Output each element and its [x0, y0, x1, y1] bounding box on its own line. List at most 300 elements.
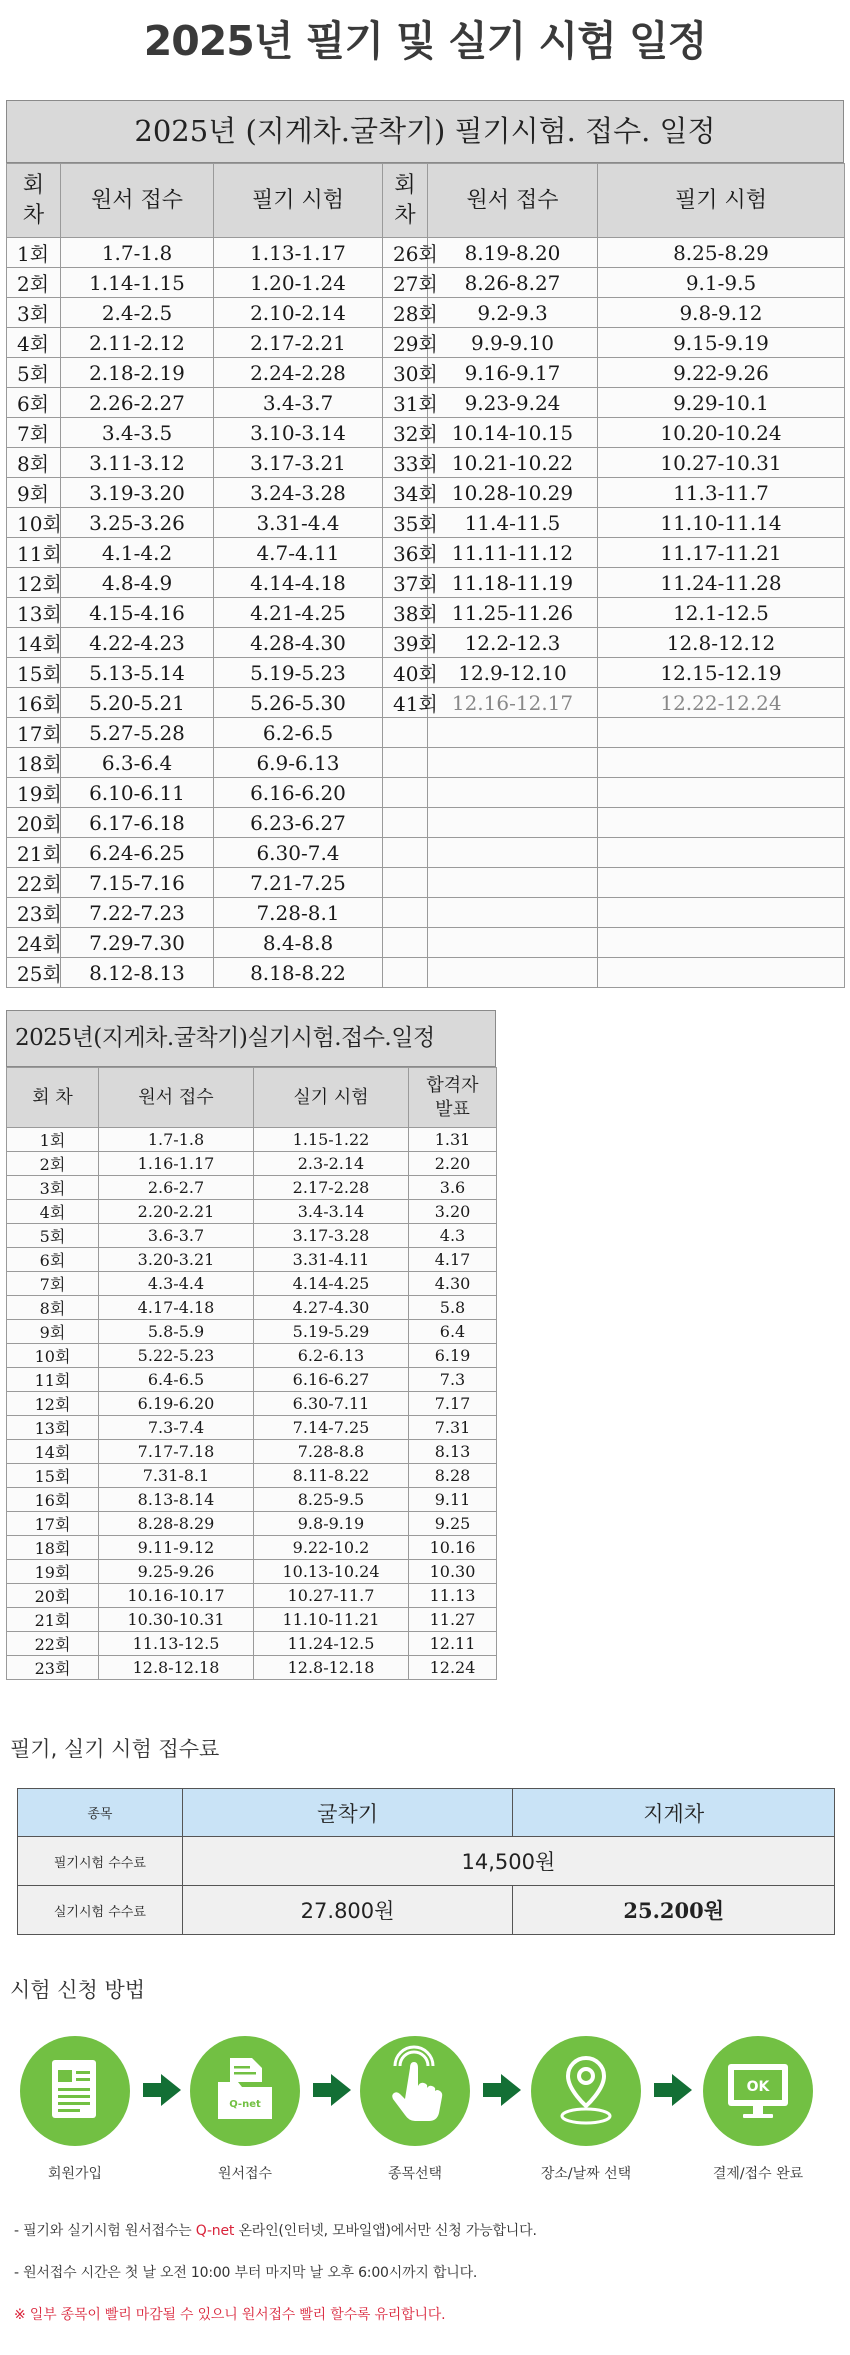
round-cell: 15회	[7, 658, 61, 688]
fee-col-excavator: 굴착기	[182, 1789, 513, 1837]
written-schedule-section	[6, 100, 844, 986]
exam-cell: 5.19-5.23	[214, 658, 383, 688]
exam-cell: 10.27-10.31	[598, 448, 845, 478]
practical-table-row	[7, 1296, 497, 1320]
exam-cell: 10.27-11.7	[254, 1584, 409, 1608]
round-cell: 34회	[383, 478, 428, 508]
exam-cell: 12.1-12.5	[598, 598, 845, 628]
fee-written-label: 필기시험 수수료	[18, 1837, 183, 1886]
round-cell: 22회	[7, 868, 61, 898]
practical-table-row	[7, 1656, 497, 1680]
round-cell: 6회	[7, 1248, 99, 1272]
exam-cell: 3.31-4.11	[254, 1248, 409, 1272]
application-cell: 3.19-3.20	[61, 478, 214, 508]
written-table-row	[7, 268, 845, 298]
round-cell: 21회	[7, 1608, 99, 1632]
announcement-cell: 7.3	[409, 1368, 497, 1392]
round-cell: 38회	[383, 598, 428, 628]
fee-practical-row	[18, 1886, 835, 1935]
practical-table-row	[7, 1536, 497, 1560]
signup-document-icon	[20, 2036, 130, 2146]
application-cell: 10.28-10.29	[428, 478, 598, 508]
written-schedule-table	[6, 163, 845, 988]
application-cell: 10.30-10.31	[99, 1608, 254, 1632]
arrow-right-icon	[654, 2074, 692, 2106]
application-cell: 7.22-7.23	[61, 898, 214, 928]
practical-schedule-table	[6, 1067, 497, 1680]
header-round: 회 차	[7, 1068, 99, 1128]
announcement-cell: 12.24	[409, 1656, 497, 1680]
application-cell: 5.27-5.28	[61, 718, 214, 748]
written-table-row	[7, 718, 845, 748]
exam-cell: 7.28-8.8	[254, 1440, 409, 1464]
exam-cell: 8.25-9.5	[254, 1488, 409, 1512]
practical-table-row	[7, 1560, 497, 1584]
announcement-cell: 10.16	[409, 1536, 497, 1560]
round-cell: 25회	[7, 958, 61, 988]
application-cell: 8.13-8.14	[99, 1488, 254, 1512]
round-cell: 4회	[7, 1200, 99, 1224]
exam-cell	[598, 958, 845, 988]
exam-cell: 9.8-9.19	[254, 1512, 409, 1536]
note-text: - 필기와 실기시험 원서접수는	[14, 2223, 196, 2239]
qnet-label: Q-net	[229, 2099, 261, 2110]
application-cell: 10.16-10.17	[99, 1584, 254, 1608]
fee-heading: 필기, 실기 시험 접수료	[10, 1737, 220, 1761]
exam-cell: 10.20-10.24	[598, 418, 845, 448]
exam-cell: 12.8-12.18	[254, 1656, 409, 1680]
round-cell: 12회	[7, 1392, 99, 1416]
exam-cell: 7.14-7.25	[254, 1416, 409, 1440]
qnet-folder-icon	[190, 2036, 300, 2146]
exam-cell	[598, 868, 845, 898]
round-cell: 27회	[383, 268, 428, 298]
round-cell: 2회	[7, 1152, 99, 1176]
header-application: 원서 접수	[61, 164, 214, 238]
exam-cell: 6.16-6.20	[214, 778, 383, 808]
round-cell: 14회	[7, 1440, 99, 1464]
announcement-cell: 4.3	[409, 1224, 497, 1248]
application-cell: 5.13-5.14	[61, 658, 214, 688]
round-cell: 5회	[7, 358, 61, 388]
application-cell: 12.9-12.10	[428, 658, 598, 688]
round-cell: 28회	[383, 298, 428, 328]
round-cell: 11회	[7, 1368, 99, 1392]
exam-cell: 12.15-12.19	[598, 658, 845, 688]
announcement-cell: 11.13	[409, 1584, 497, 1608]
application-cell: 5.20-5.21	[61, 688, 214, 718]
fee-practical-label: 실기시험 수수료	[18, 1886, 183, 1935]
touch-hand-icon	[360, 2036, 470, 2146]
practical-table-row	[7, 1224, 497, 1248]
note-text: 온라인(인터넷, 모바일앱)에서만 신청 가능합니다.	[234, 2223, 537, 2239]
exam-cell: 9.22-10.2	[254, 1536, 409, 1560]
application-cell	[428, 748, 598, 778]
application-cell: 3.20-3.21	[99, 1248, 254, 1272]
fee-col-forklift: 지게차	[513, 1789, 835, 1837]
round-cell: 16회	[7, 1488, 99, 1512]
round-cell: 36회	[383, 538, 428, 568]
exam-cell: 4.28-4.30	[214, 628, 383, 658]
round-cell: 3회	[7, 1176, 99, 1200]
exam-cell: 3.4-3.7	[214, 388, 383, 418]
round-cell: 8회	[7, 448, 61, 478]
written-table-row	[7, 448, 845, 478]
written-table-row	[7, 778, 845, 808]
exam-cell: 4.14-4.25	[254, 1272, 409, 1296]
written-table-row	[7, 928, 845, 958]
practical-table-row	[7, 1272, 497, 1296]
exam-cell: 11.10-11.21	[254, 1608, 409, 1632]
application-cell: 6.10-6.11	[61, 778, 214, 808]
application-cell: 4.15-4.16	[61, 598, 214, 628]
exam-cell: 11.10-11.14	[598, 508, 845, 538]
step-label-payment: 결제/접수 완료	[712, 2166, 804, 2182]
exam-cell: 6.30-7.4	[214, 838, 383, 868]
application-cell: 1.16-1.17	[99, 1152, 254, 1176]
fee-written-row	[18, 1837, 835, 1886]
application-cell: 10.21-10.22	[428, 448, 598, 478]
application-cell: 2.11-2.12	[61, 328, 214, 358]
written-table-row	[7, 418, 845, 448]
round-cell: 15회	[7, 1464, 99, 1488]
written-table-row	[7, 958, 845, 988]
announcement-cell: 3.6	[409, 1176, 497, 1200]
application-cell: 11.25-11.26	[428, 598, 598, 628]
application-cell	[428, 778, 598, 808]
round-cell: 7회	[7, 418, 61, 448]
round-cell: 23회	[7, 1656, 99, 1680]
exam-cell: 9.15-9.19	[598, 328, 845, 358]
practical-table-row	[7, 1176, 497, 1200]
round-cell: 4회	[7, 328, 61, 358]
application-cell: 8.12-8.13	[61, 958, 214, 988]
header-round: 회 차	[383, 164, 428, 238]
application-cell: 3.11-3.12	[61, 448, 214, 478]
signup-step-icon	[20, 2036, 130, 2146]
application-cell: 4.1-4.2	[61, 538, 214, 568]
application-cell: 6.24-6.25	[61, 838, 214, 868]
round-cell: 22회	[7, 1632, 99, 1656]
application-cell: 2.26-2.27	[61, 388, 214, 418]
round-cell	[383, 868, 428, 898]
step-label-category: 종목선택	[387, 2166, 443, 2182]
written-table-row	[7, 538, 845, 568]
fee-header-row	[18, 1789, 835, 1837]
practical-table-row	[7, 1320, 497, 1344]
round-cell: 24회	[7, 928, 61, 958]
announcement-cell: 6.4	[409, 1320, 497, 1344]
exam-cell: 4.7-4.11	[214, 538, 383, 568]
announcement-cell: 2.20	[409, 1152, 497, 1176]
application-cell: 8.28-8.29	[99, 1512, 254, 1536]
practical-table-row	[7, 1464, 497, 1488]
application-cell	[428, 808, 598, 838]
application-cell: 3.6-3.7	[99, 1224, 254, 1248]
exam-cell	[598, 838, 845, 868]
written-table-row	[7, 748, 845, 778]
application-cell: 2.4-2.5	[61, 298, 214, 328]
exam-cell	[598, 778, 845, 808]
arrow-right-icon	[483, 2074, 521, 2106]
round-cell: 19회	[7, 778, 61, 808]
round-cell: 10회	[7, 508, 61, 538]
exam-cell: 1.20-1.24	[214, 268, 383, 298]
round-cell: 20회	[7, 1584, 99, 1608]
practical-table-row	[7, 1416, 497, 1440]
announcement-cell: 7.31	[409, 1416, 497, 1440]
exam-cell	[598, 928, 845, 958]
application-cell: 12.16-12.17	[428, 688, 598, 718]
announcement-cell: 10.30	[409, 1560, 497, 1584]
practical-table-row	[7, 1488, 497, 1512]
application-cell: 11.4-11.5	[428, 508, 598, 538]
application-cell: 8.19-8.20	[428, 238, 598, 268]
announcement-cell: 11.27	[409, 1608, 497, 1632]
exam-cell: 2.24-2.28	[214, 358, 383, 388]
exam-cell: 4.21-4.25	[214, 598, 383, 628]
step-label-location: 장소/날짜 선택	[540, 2166, 632, 2182]
practical-schedule-section	[6, 1010, 496, 1680]
written-table-row	[7, 838, 845, 868]
application-cell: 7.3-7.4	[99, 1416, 254, 1440]
application-cell: 9.23-9.24	[428, 388, 598, 418]
application-cell: 6.17-6.18	[61, 808, 214, 838]
round-cell: 32회	[383, 418, 428, 448]
header-round: 회 차	[7, 164, 61, 238]
written-table-row	[7, 628, 845, 658]
practical-table-row	[7, 1344, 497, 1368]
application-cell	[428, 958, 598, 988]
exam-cell: 9.1-9.5	[598, 268, 845, 298]
exam-cell: 10.13-10.24	[254, 1560, 409, 1584]
application-cell: 5.8-5.9	[99, 1320, 254, 1344]
written-table-row	[7, 568, 845, 598]
application-cell: 7.15-7.16	[61, 868, 214, 898]
exam-cell: 6.2-6.5	[214, 718, 383, 748]
fee-practical-excavator: 27.800원	[182, 1886, 513, 1935]
announcement-cell: 8.28	[409, 1464, 497, 1488]
exam-cell: 5.19-5.29	[254, 1320, 409, 1344]
application-cell: 4.17-4.18	[99, 1296, 254, 1320]
application-cell: 2.20-2.21	[99, 1200, 254, 1224]
exam-cell: 4.14-4.18	[214, 568, 383, 598]
arrow-right-icon	[143, 2074, 181, 2106]
application-cell: 4.22-4.23	[61, 628, 214, 658]
exam-cell: 11.24-12.5	[254, 1632, 409, 1656]
application-cell	[428, 898, 598, 928]
exam-cell: 12.8-12.12	[598, 628, 845, 658]
exam-cell: 6.16-6.27	[254, 1368, 409, 1392]
ok-monitor-icon	[703, 2036, 813, 2146]
fee-practical-forklift: 25.200원	[513, 1886, 835, 1935]
announcement-cell: 12.11	[409, 1632, 497, 1656]
practical-table-row	[7, 1152, 497, 1176]
round-cell: 17회	[7, 1512, 99, 1536]
application-cell: 7.29-7.30	[61, 928, 214, 958]
application-cell: 8.26-8.27	[428, 268, 598, 298]
application-cell	[428, 838, 598, 868]
application-cell: 9.16-9.17	[428, 358, 598, 388]
round-cell: 14회	[7, 628, 61, 658]
application-cell: 10.14-10.15	[428, 418, 598, 448]
round-cell: 23회	[7, 898, 61, 928]
practical-table-row	[7, 1248, 497, 1272]
round-cell: 6회	[7, 388, 61, 418]
written-table-row	[7, 478, 845, 508]
exam-cell: 6.23-6.27	[214, 808, 383, 838]
round-cell: 31회	[383, 388, 428, 418]
application-cell: 9.11-9.12	[99, 1536, 254, 1560]
step-label-application: 원서접수	[217, 2166, 273, 2182]
application-cell: 12.2-12.3	[428, 628, 598, 658]
exam-cell: 8.18-8.22	[214, 958, 383, 988]
written-table-row	[7, 328, 845, 358]
practical-table-row	[7, 1200, 497, 1224]
application-cell: 9.2-9.3	[428, 298, 598, 328]
exam-cell: 6.9-6.13	[214, 748, 383, 778]
exam-cell: 2.17-2.28	[254, 1176, 409, 1200]
note-online-only	[14, 2220, 537, 2240]
application-cell	[428, 928, 598, 958]
application-cell: 9.25-9.26	[99, 1560, 254, 1584]
application-cell: 6.19-6.20	[99, 1392, 254, 1416]
round-cell: 17회	[7, 718, 61, 748]
round-cell: 39회	[383, 628, 428, 658]
application-cell: 1.7-1.8	[99, 1128, 254, 1152]
application-cell: 7.17-7.18	[99, 1440, 254, 1464]
round-cell	[383, 718, 428, 748]
application-cell: 6.4-6.5	[99, 1368, 254, 1392]
category-step-icon	[360, 2036, 470, 2146]
application-cell: 4.8-4.9	[61, 568, 214, 598]
written-table-row	[7, 298, 845, 328]
fee-written-value: 14,500원	[182, 1837, 834, 1886]
application-cell: 1.7-1.8	[61, 238, 214, 268]
practical-table-row	[7, 1392, 497, 1416]
exam-cell: 2.17-2.21	[214, 328, 383, 358]
application-cell: 2.18-2.19	[61, 358, 214, 388]
round-cell: 9회	[7, 1320, 99, 1344]
written-table-row	[7, 598, 845, 628]
exam-cell: 6.2-6.13	[254, 1344, 409, 1368]
exam-cell: 3.17-3.28	[254, 1224, 409, 1248]
ok-label: OK	[746, 2079, 770, 2095]
exam-cell	[598, 718, 845, 748]
fee-table	[17, 1788, 835, 1935]
exam-cell: 2.3-2.14	[254, 1152, 409, 1176]
announcement-cell: 1.31	[409, 1128, 497, 1152]
application-cell: 3.25-3.26	[61, 508, 214, 538]
application-cell	[428, 718, 598, 748]
round-cell: 13회	[7, 598, 61, 628]
round-cell: 10회	[7, 1344, 99, 1368]
round-cell	[383, 898, 428, 928]
practical-table-row	[7, 1584, 497, 1608]
exam-cell	[598, 808, 845, 838]
step-label-signup: 회원가입	[47, 2166, 103, 2182]
practical-table-header	[7, 1068, 497, 1128]
exam-cell: 7.28-8.1	[214, 898, 383, 928]
page-title: 2025년 필기 및 실기 시험 일정	[143, 17, 707, 65]
application-cell	[428, 868, 598, 898]
application-cell: 6.3-6.4	[61, 748, 214, 778]
round-cell: 7회	[7, 1272, 99, 1296]
round-cell: 26회	[383, 238, 428, 268]
application-cell: 9.9-9.10	[428, 328, 598, 358]
round-cell	[383, 748, 428, 778]
practical-table-row	[7, 1440, 497, 1464]
application-step-icon	[190, 2036, 300, 2146]
round-cell	[383, 838, 428, 868]
written-table-row	[7, 898, 845, 928]
announcement-cell: 9.11	[409, 1488, 497, 1512]
qnet-text: Q-net	[195, 2223, 235, 2239]
exam-cell: 3.24-3.28	[214, 478, 383, 508]
round-cell: 9회	[7, 478, 61, 508]
practical-table-row	[7, 1128, 497, 1152]
application-cell: 3.4-3.5	[61, 418, 214, 448]
round-cell: 18회	[7, 748, 61, 778]
round-cell: 20회	[7, 808, 61, 838]
round-cell: 12회	[7, 568, 61, 598]
exam-cell: 3.10-3.14	[214, 418, 383, 448]
written-schedule-title: 2025년 (지게차.굴착기) 필기시험. 접수. 일정	[6, 100, 844, 163]
announcement-cell: 4.30	[409, 1272, 497, 1296]
announcement-cell: 3.20	[409, 1200, 497, 1224]
written-table-row	[7, 358, 845, 388]
round-cell: 37회	[383, 568, 428, 598]
exam-cell: 9.22-9.26	[598, 358, 845, 388]
written-table-row	[7, 808, 845, 838]
exam-cell: 3.4-3.14	[254, 1200, 409, 1224]
round-cell	[383, 778, 428, 808]
exam-cell: 11.17-11.21	[598, 538, 845, 568]
written-table-row	[7, 658, 845, 688]
exam-cell: 8.25-8.29	[598, 238, 845, 268]
exam-cell: 7.21-7.25	[214, 868, 383, 898]
round-cell: 29회	[383, 328, 428, 358]
application-cell: 11.13-12.5	[99, 1632, 254, 1656]
round-cell	[383, 808, 428, 838]
location-pin-icon	[531, 2036, 641, 2146]
round-cell: 19회	[7, 1560, 99, 1584]
exam-cell: 11.3-11.7	[598, 478, 845, 508]
exam-cell: 11.24-11.28	[598, 568, 845, 598]
announcement-cell: 7.17	[409, 1392, 497, 1416]
round-cell: 11회	[7, 538, 61, 568]
exam-cell	[598, 748, 845, 778]
written-table-row	[7, 238, 845, 268]
round-cell: 16회	[7, 688, 61, 718]
exam-cell: 8.4-8.8	[214, 928, 383, 958]
written-table-header	[7, 164, 845, 238]
round-cell: 2회	[7, 268, 61, 298]
header-application: 원서 접수	[428, 164, 598, 238]
exam-cell: 8.11-8.22	[254, 1464, 409, 1488]
header-application: 원서 접수	[99, 1068, 254, 1128]
exam-cell: 3.31-4.4	[214, 508, 383, 538]
round-cell: 40회	[383, 658, 428, 688]
application-cell: 7.31-8.1	[99, 1464, 254, 1488]
round-cell: 30회	[383, 358, 428, 388]
arrow-right-icon	[313, 2074, 351, 2106]
exam-cell: 1.15-1.22	[254, 1128, 409, 1152]
application-cell: 11.18-11.19	[428, 568, 598, 598]
announcement-cell: 8.13	[409, 1440, 497, 1464]
round-cell: 8회	[7, 1296, 99, 1320]
exam-cell: 4.27-4.30	[254, 1296, 409, 1320]
